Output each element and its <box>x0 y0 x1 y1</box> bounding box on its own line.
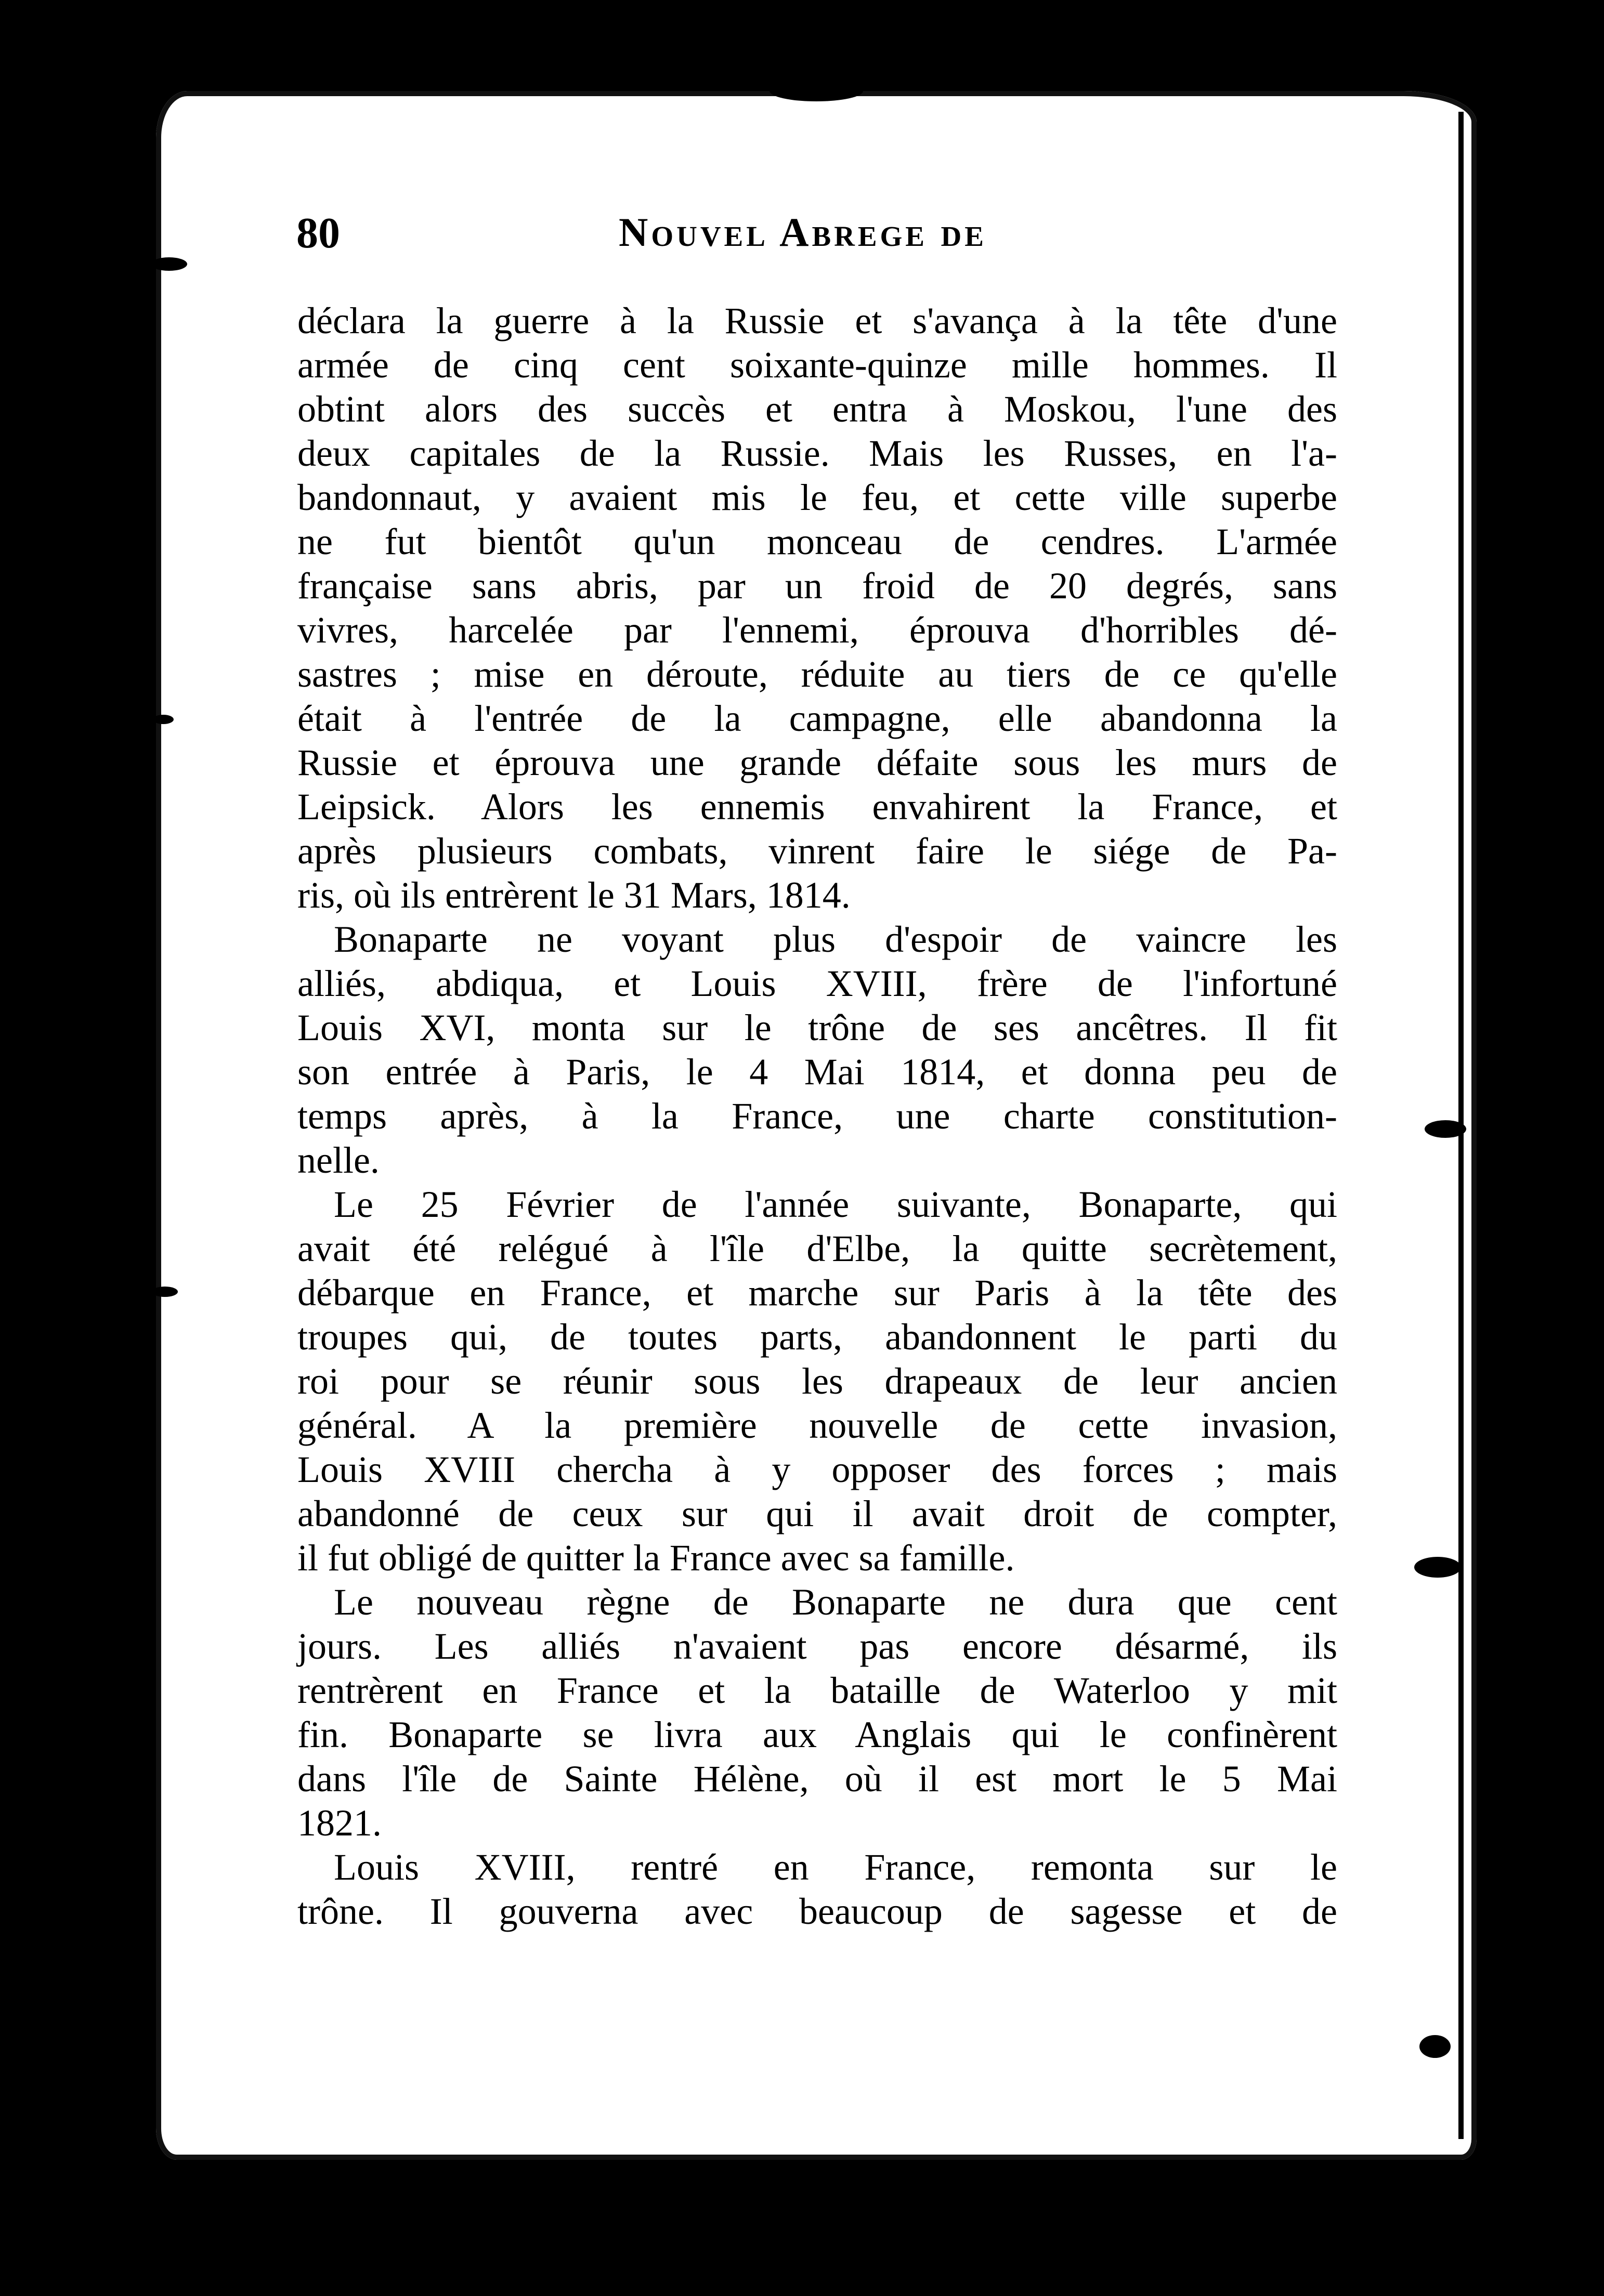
text-line: son entrée à Paris, le 4 Mai 1814, et donna peu de <box>297 1051 1337 1093</box>
text-line: ne fut bientôt qu'un monceau de cendres. L'armée <box>297 521 1337 562</box>
text-line: troupes qui, de toutes parts, abandonnent le parti du <box>297 1316 1337 1358</box>
running-head <box>296 208 1336 265</box>
text-line: alliés, abdiqua, et Louis XVIII, frère de l'infortuné <box>297 963 1337 1004</box>
text-line: rentrèrent en France et la bataille de Waterloo y mit <box>297 1670 1337 1711</box>
text-line: fin. Bonaparte se livra aux Anglais qui le confinèrent <box>297 1714 1337 1755</box>
text-line: française sans abris, par un froid de 20 degrés, sans <box>297 565 1337 607</box>
text-line: Bonaparte ne voyant plus d'espoir de vaincre les <box>334 919 1337 960</box>
text-line: débarque en France, et marche sur Paris à la tête des <box>297 1272 1337 1314</box>
text-line: Louis XVIII, rentré en France, remonta sur le <box>334 1846 1337 1888</box>
text-line: jours. Les alliés n'avaient pas encore désarmé, ils <box>297 1625 1337 1667</box>
text-line: Leipsick. Alors les ennemis envahirent la France, et <box>297 786 1337 828</box>
text-line: ris, où ils entrèrent le 31 Mars, 1814. <box>297 874 851 916</box>
text-line: armée de cinq cent soixante-quinze mille hommes. Il <box>297 344 1337 386</box>
edge-speck <box>1414 1557 1461 1578</box>
edge-speck <box>1425 1120 1466 1138</box>
text-line: après plusieurs combats, vinrent faire le siége de Pa- <box>297 830 1337 872</box>
text-line: vivres, harcelée par l'ennemi, éprouva d'horribles dé- <box>297 609 1337 651</box>
text-line: roi pour se réunir sous les drapeaux de leur ancien <box>297 1360 1337 1402</box>
text-line: abandonné de ceux sur qui il avait droit de compter, <box>297 1493 1337 1534</box>
text-line: bandonnaut, y avaient mis le feu, et cette ville superbe <box>297 477 1337 518</box>
text-line: 1821. <box>297 1802 382 1844</box>
text-line: sastres ; mise en déroute, réduite au tiers de ce qu'elle <box>297 653 1337 695</box>
edge-speck <box>152 1287 178 1297</box>
page-number: 80 <box>296 209 340 257</box>
text-line: Le nouveau règne de Bonaparte ne dura que cent <box>334 1581 1337 1623</box>
text-line: obtint alors des succès et entra à Moskou, l'une des <box>297 388 1337 430</box>
text-line: dans l'île de Sainte Hélène, où il est mort le 5 Mai <box>297 1758 1337 1800</box>
text-line: trône. Il gouverna avec beaucoup de sagesse et de <box>297 1891 1337 1932</box>
edge-speck <box>153 715 174 724</box>
text-line: deux capitales de la Russie. Mais les Russes, en l'a- <box>297 432 1337 474</box>
running-title: Nouvel Abrege de <box>619 209 987 255</box>
text-line: nelle. <box>297 1139 380 1181</box>
text-line: Russie et éprouva une grande défaite sous les murs de <box>297 742 1337 783</box>
edge-speck <box>1419 2035 1451 2058</box>
text-line: Le 25 Février de l'année suivante, Bonaparte, qui <box>334 1184 1337 1225</box>
text-line: il fut obligé de quitter la France avec sa famille. <box>297 1537 1015 1579</box>
body-text <box>297 299 1337 1934</box>
text-line: Louis XVIII chercha à y opposer des forces ; mais <box>297 1449 1337 1490</box>
text-line: était à l'entrée de la campagne, elle abandonna la <box>297 698 1337 739</box>
edge-speck <box>770 81 863 101</box>
text-line: temps après, à la France, une charte constitution- <box>297 1095 1337 1137</box>
edge-speck <box>151 257 187 271</box>
text-line: avait été relégué à l'île d'Elbe, la quitte secrètement, <box>297 1228 1337 1269</box>
text-line: Louis XVI, monta sur le trône de ses ancêtres. Il fit <box>297 1007 1337 1048</box>
text-line: général. A la première nouvelle de cette invasion, <box>297 1405 1337 1446</box>
text-line: déclara la guerre à la Russie et s'avança à la tête d'une <box>297 300 1337 342</box>
